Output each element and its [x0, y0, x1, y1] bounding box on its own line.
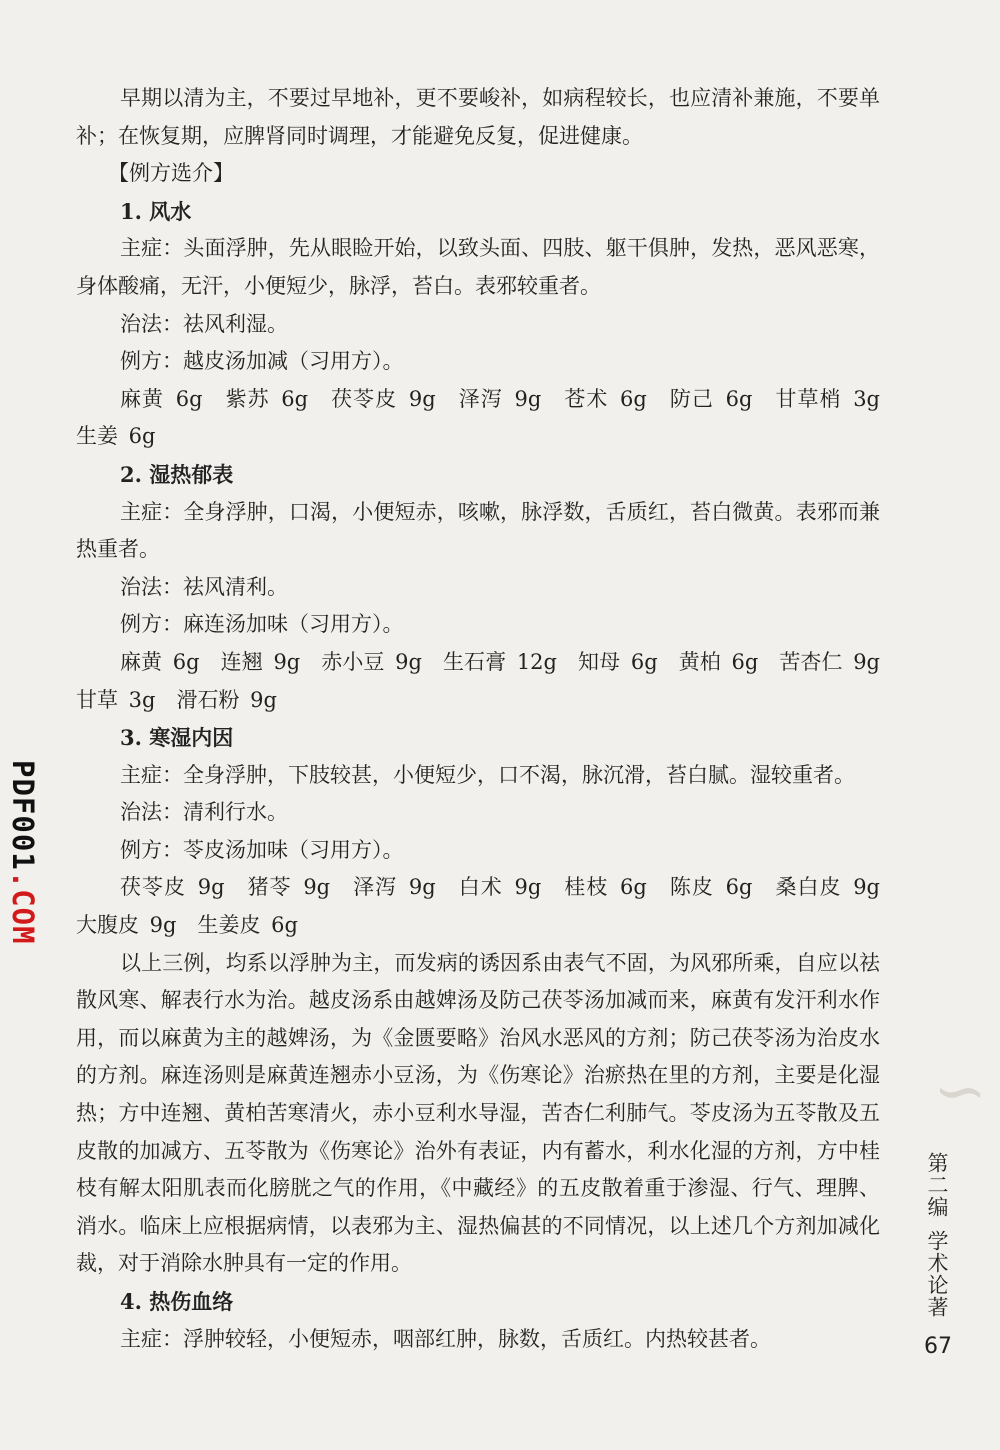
ingredients-1: 麻黄 6g 紫苏 6g 茯苓皮 9g 泽泻 9g 苍术 6g 防己 6g 甘草梢 3g 生姜 6g — [76, 386, 901, 449]
symptoms-2: 主症：全身浮肿，口渴，小便短赤，咳嗽，脉浮数，舌质红，苔白微黄。表邪而兼热重者。 — [76, 499, 880, 562]
paragraph-intro: 早期以清为主，不要过早地补，更不要峻补，如病程较长，也应清补兼施，不要单补；在恢复期，应脾肾同时调理，才能避免反复，促进健康。 — [76, 86, 880, 148]
symptoms-4: 主症：浮肿较轻，小便短赤，咽部红肿，脉数，舌质红。内热较甚者。 — [120, 1326, 771, 1351]
watermark-prefix: PDF001 — [6, 760, 40, 871]
body-text — [76, 80, 901, 1358]
site-watermark — [6, 760, 40, 945]
symptoms-3: 主症：全身浮肿，下肢较甚，小便短少，口不渴，脉沉滑，苔白腻。湿较重者。 — [120, 762, 855, 787]
page-number: 67 — [924, 1334, 952, 1359]
part-label: 第二编 — [925, 1152, 949, 1218]
subheading-2: 2. 湿热郁表 — [120, 461, 234, 487]
watermark-suffix: .COM — [6, 870, 40, 945]
formula-2: 例方：麻连汤加味（习用方）。 — [120, 612, 404, 637]
section-label: 学术论著 — [925, 1230, 949, 1318]
formula-1: 例方：越皮汤加减（习用方）。 — [120, 349, 404, 374]
treatment-3: 治法：清利行水。 — [120, 800, 288, 825]
subheading-4: 4. 热伤血络 — [120, 1289, 234, 1314]
ingredients-2: 麻黄 6g 连翘 9g 赤小豆 9g 生石膏 12g 知母 6g 黄柏 6g 苦杏仁 9g 甘草 3g 滑石粉 9g — [76, 649, 901, 712]
discussion-paragraph: 以上三例，均系以浮肿为主，而发病的诱因系由表气不固，为风邪所乘，自应以祛散风寒、解表行水为治。越皮汤系由越婢汤及防己茯苓汤加减而来，麻黄有发汗利水作用，而以麻黄为主的越婢汤，为《金匮要略》治风水恶风的方剂；防己茯苓汤为治皮水的方剂。麻连汤则是麻黄连翘赤小豆汤，为《伤寒论》治瘀热在里的方剂，主要是化湿热；方中连翘、黄柏苦寒清火，赤小豆利水导湿，苦杏仁利肺气。苓皮汤为五苓散及五皮散的加减方、五苓散为《伤寒论》治外有表证，内有蓄水，利水化湿的方剂，方中桂枝有解太阳肌表而化膀胱之气的作用，《中藏经》的五皮散着重于渗湿、行气、理脾、消水。临床上应根据病情，以表邪为主、湿热偏甚的不同情况，以上述几个方剂加减化裁，对于消除水肿具有一定的作用。 — [76, 950, 880, 1276]
subheading-1: 1. 风水 — [120, 198, 192, 224]
treatment-1: 治法：祛风利湿。 — [120, 311, 288, 336]
formula-3: 例方：苓皮汤加味（习用方）。 — [120, 837, 404, 862]
running-section-label — [920, 1152, 954, 1318]
section-heading-examples: 【例方选介】 — [108, 161, 234, 186]
treatment-2: 治法：祛风清利。 — [120, 574, 288, 599]
ingredients-3: 茯苓皮 9g 猪苓 9g 泽泻 9g 白术 9g 桂枝 6g 陈皮 6g 桑白皮 9g 大腹皮 9g 生姜皮 6g — [76, 875, 901, 938]
subheading-3: 3. 寒湿内因 — [120, 725, 234, 751]
decorative-brush-mark: ∽ — [933, 1055, 987, 1129]
symptoms-1: 主症：头面浮肿，先从眼睑开始，以致头面、四肢、躯干俱肿，发热，恶风恶寒，身体酸痛，无汗，小便短少，脉浮，苔白。表邪较重者。 — [76, 236, 880, 298]
